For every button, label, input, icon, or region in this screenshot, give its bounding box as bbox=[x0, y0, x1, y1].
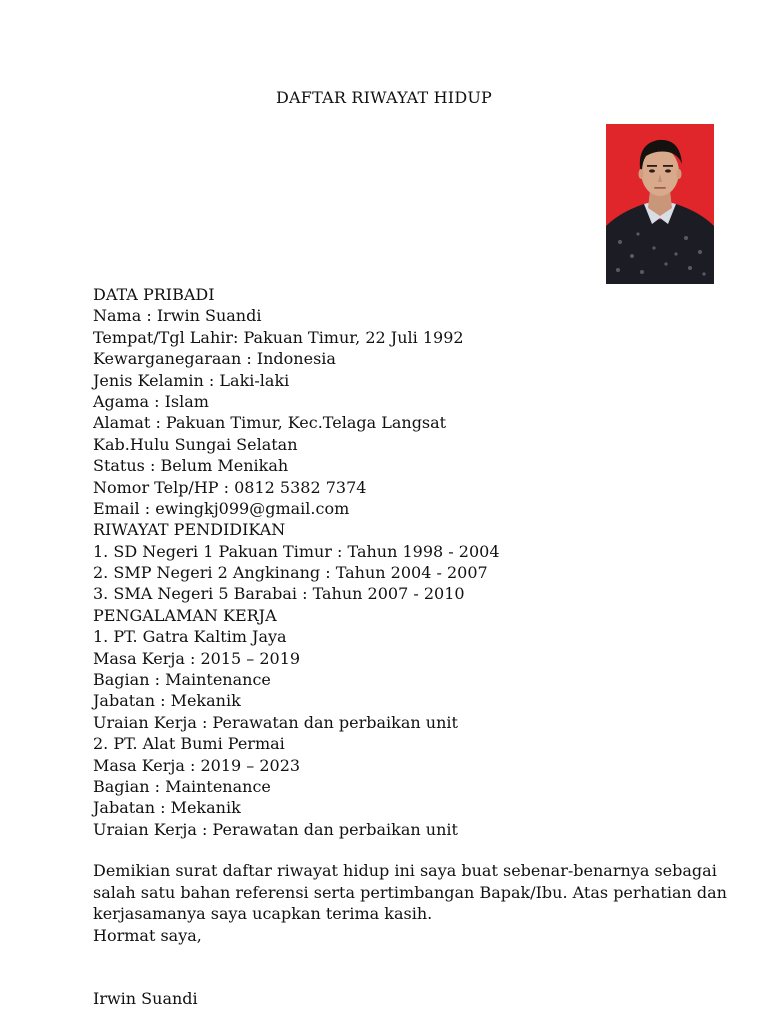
education-item: 3. SMA Negeri 5 Barabai : Tahun 2007 - 2010 bbox=[93, 584, 465, 604]
experience-division: Bagian : Maintenance bbox=[93, 776, 271, 796]
section-heading-experience: PENGALAMAN KERJA bbox=[93, 605, 277, 625]
education-item: 2. SMP Negeri 2 Angkinang : Tahun 2004 - 2007 bbox=[93, 563, 488, 583]
experience-description: Uraian Kerja : Perawatan dan perbaikan unit bbox=[93, 819, 458, 839]
closing-section bbox=[93, 860, 733, 946]
personal-status: Status : Belum Menikah bbox=[93, 456, 289, 476]
personal-email: Email : ewingkj099@gmail.com bbox=[93, 498, 350, 518]
personal-gender: Jenis Kelamin : Laki-laki bbox=[93, 370, 290, 390]
closing-salutation: Hormat saya, bbox=[93, 925, 202, 945]
personal-address-cont: Kab.Hulu Sungai Selatan bbox=[93, 434, 298, 454]
cv-content bbox=[93, 284, 733, 840]
document-title: DAFTAR RIWAYAT HIDUP bbox=[276, 88, 492, 107]
signature-name: Irwin Suandi bbox=[93, 989, 198, 1008]
personal-phone: Nomor Telp/HP : 0812 5382 7374 bbox=[93, 477, 367, 497]
personal-religion: Agama : Islam bbox=[93, 391, 209, 411]
closing-paragraph: Demikian surat daftar riwayat hidup ini saya buat sebenar-benarnya sebagai salah satu bahan referensi serta pertimbangan Bapak/Ibu. Atas perhatian dan kerjasamanya saya ucapkan terima kasih. bbox=[93, 861, 727, 924]
personal-name: Nama : Irwin Suandi bbox=[93, 306, 262, 326]
personal-nationality: Kewarganegaraan : Indonesia bbox=[93, 349, 336, 369]
experience-period: Masa Kerja : 2015 – 2019 bbox=[93, 648, 301, 668]
experience-position: Jabatan : Mekanik bbox=[93, 798, 241, 818]
experience-position: Jabatan : Mekanik bbox=[93, 691, 241, 711]
experience-division: Bagian : Maintenance bbox=[93, 670, 271, 690]
profile-photo bbox=[606, 124, 714, 284]
experience-period: Masa Kerja : 2019 – 2023 bbox=[93, 755, 301, 775]
personal-address: Alamat : Pakuan Timur, Kec.Telaga Langsat bbox=[93, 413, 447, 433]
section-heading-education: RIWAYAT PENDIDIKAN bbox=[93, 520, 286, 540]
personal-birth: Tempat/Tgl Lahir: Pakuan Timur, 22 Juli 1992 bbox=[93, 327, 464, 347]
experience-company: 2. PT. Alat Bumi Permai bbox=[93, 734, 285, 754]
experience-company: 1. PT. Gatra Kaltim Jaya bbox=[93, 627, 287, 647]
section-heading-personal: DATA PRIBADI bbox=[93, 285, 215, 304]
experience-description: Uraian Kerja : Perawatan dan perbaikan unit bbox=[93, 712, 458, 732]
education-item: 1. SD Negeri 1 Pakuan Timur : Tahun 1998 - 2004 bbox=[93, 541, 500, 561]
